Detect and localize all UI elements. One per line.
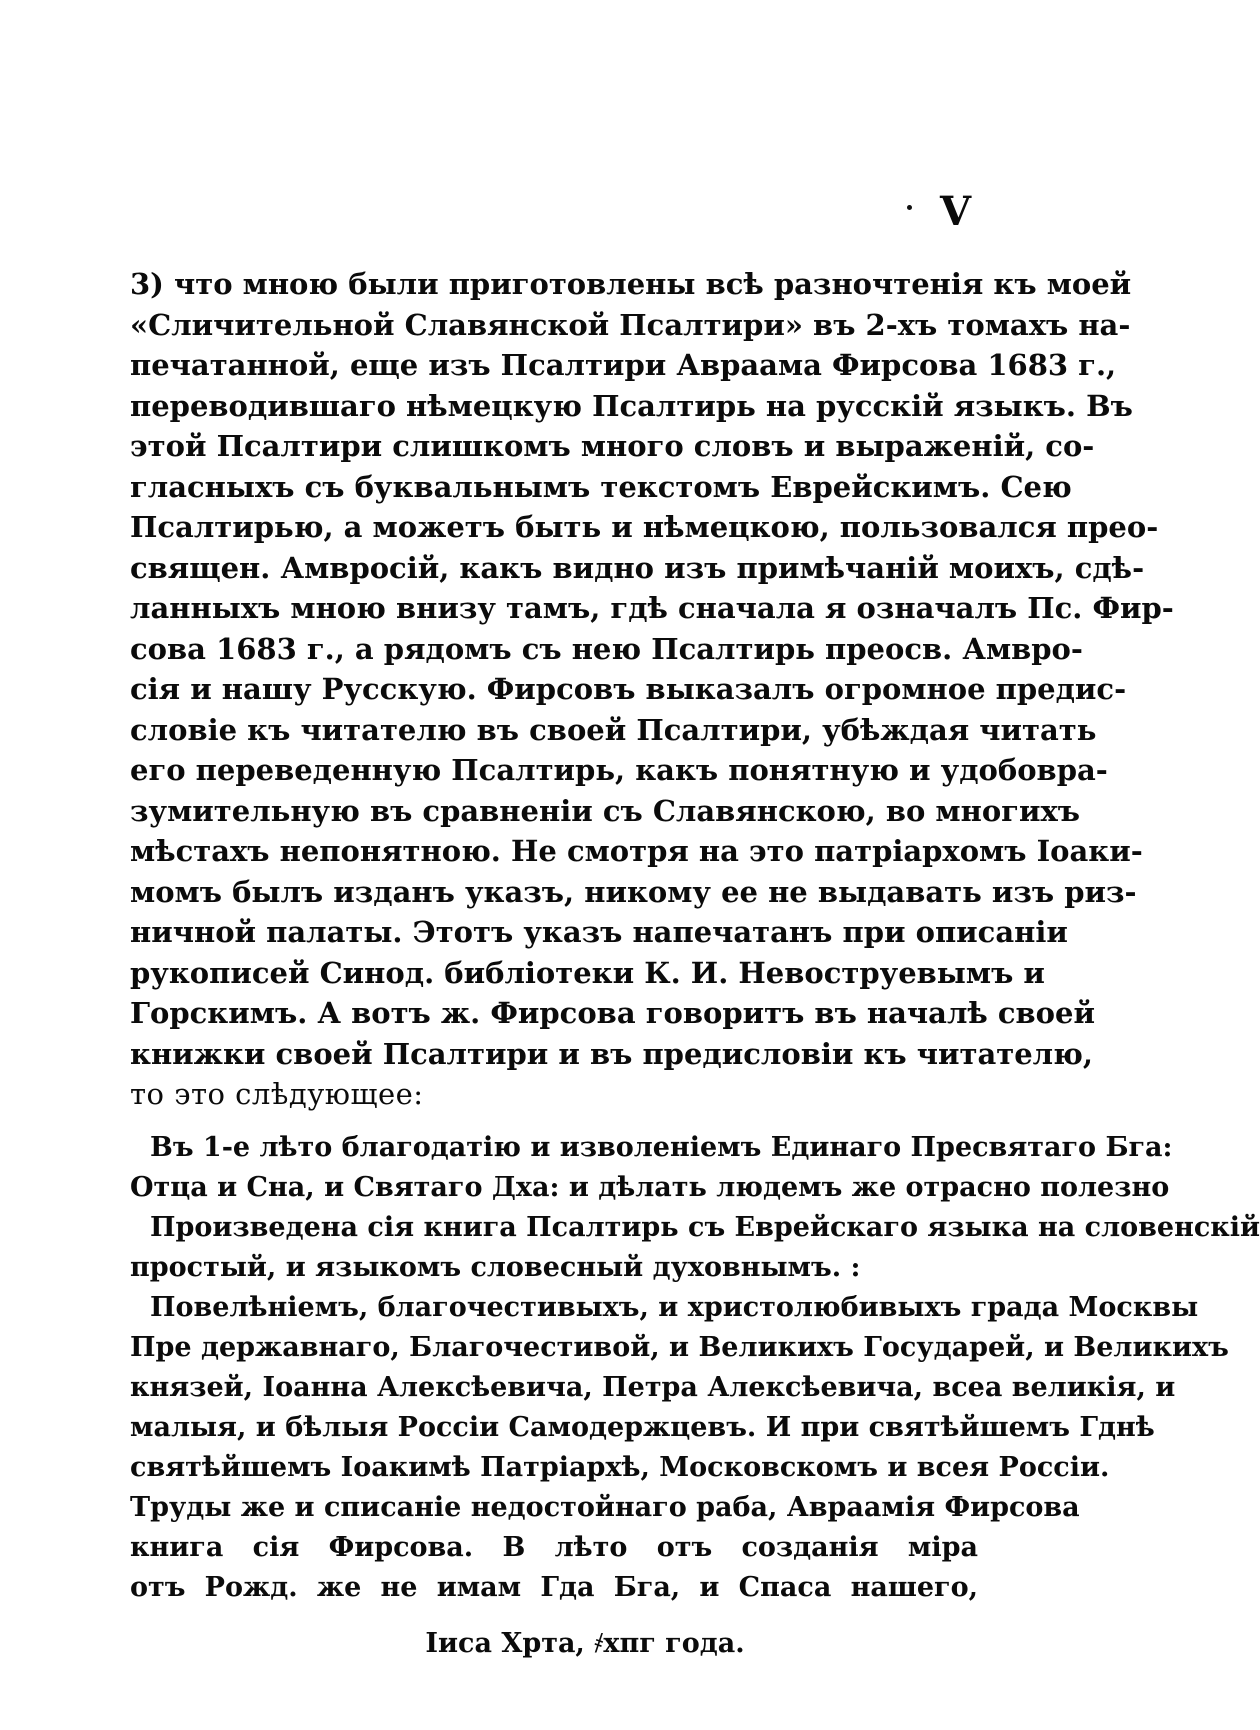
body-line: словіе къ читателю въ своей Псалтири, убѣждая читать (130, 712, 1097, 747)
body-line: зумительную въ сравненіи съ Славянскою, во многихъ (130, 793, 1080, 828)
quote-line: князей, Іоанна Алексѣевича, Петра Алексѣевича, всеа великія, и (130, 1372, 1176, 1403)
quote-line: Пре державнаго, Благочестивой, и Великихъ Государей, и Великихъ (130, 1332, 1229, 1363)
body-line: 3) что мною были приготовлены всѣ разночтенія къ моей (130, 267, 1132, 301)
body-line: сія и нашу Русскую. Фирсовъ выказалъ огромное предис- (130, 672, 1127, 706)
body-line: Горскимъ. А вотъ ж. Фирсова говоритъ въ началѣ своей (130, 996, 1095, 1030)
quote-line: Произведена сія книга Псалтирь съ Еврейскаго языка на словенскій (150, 1212, 1260, 1243)
quote-line: малыя, и бѣлыя Россіи Самодержцевъ. И при святѣйшемъ Гднѣ (130, 1412, 1155, 1443)
body-line: печатанной, еще изъ Псалтири Авраама Фирсова 1683 г., (130, 348, 1117, 382)
body-line: этой Псалтири слишкомъ много словъ и выраженій, со- (130, 429, 1095, 463)
page-number: V (940, 188, 972, 235)
body-line: Псалтирью, а можетъ быть и нѣмецкою, пользовался прео- (130, 510, 1159, 544)
scan-speck (907, 205, 912, 210)
body-line: гласныхъ съ буквальнымъ текстомъ Еврейскимъ. Сею (130, 469, 1072, 504)
quoted-inscription (130, 1128, 1260, 1608)
body-line: книжки своей Псалтири и въ предисловіи къ читателю, (130, 1036, 1093, 1071)
body-line: ничной палаты. Этотъ указъ напечатанъ при описаніи (130, 915, 1068, 949)
body-line: мѣстахъ непонятною. Не смотря на это патріархомъ Іоаки- (130, 834, 1143, 868)
quote-line: книга сія Фирсова. В лѣто отъ созданія міра (130, 1532, 978, 1563)
quote-line: Повелѣніемъ, благочестивыхъ, и христолюбивыхъ града Москвы (150, 1292, 1199, 1323)
quote-line: Въ 1-е лѣто благодатію и изволеніемъ Единаго Пресвятаго Бга: (150, 1132, 1173, 1163)
body-line: ланныхъ мною внизу тамъ, гдѣ сначала я означалъ Пс. Фир- (130, 591, 1174, 625)
body-line: переводившаго нѣмецкую Псалтирь на русскій языкъ. Въ (130, 388, 1133, 423)
quote-line: Труды же и списаніе недостойнаго раба, Авраамія Фирсова (130, 1492, 1080, 1523)
body-line: его переведенную Псалтирь, какъ понятную и удобовра- (130, 753, 1108, 787)
quote-line: Отца и Сна, и Святаго Дха: и дѣлать людемъ же отрасно полезно (130, 1172, 1170, 1203)
body-line: рукописей Синод. библіотеки К. И. Невоструевымъ и (130, 955, 1045, 990)
body-line: то это слѣдующее: (130, 1077, 424, 1111)
quote-line: отъ Рожд. же не имам Гда Бга, и Спаса нашего, (130, 1572, 978, 1603)
body-line: «Сличительной Славянской Псалтири» въ 2-хъ томахъ на- (130, 307, 1131, 342)
quote-line: святѣйшемъ Іоакимѣ Патріархѣ, Московскомъ и всея Россіи. (130, 1452, 1110, 1483)
body-line: священ. Амвросій, какъ видно изъ примѣчаній моихъ, сдѣ- (130, 550, 1145, 585)
quote-line: простый, и языкомъ словесный духовнымъ. : (130, 1252, 861, 1283)
body-paragraph (130, 264, 1174, 1115)
body-line: сова 1683 г., а рядомъ съ нею Псалтирь преосв. Амвро- (130, 631, 1083, 666)
quote-closing-line: Іиса Хрта, ҂хпг года. (425, 1628, 745, 1659)
body-line: момъ былъ изданъ указъ, никому ее не выдавать изъ риз- (130, 874, 1137, 909)
